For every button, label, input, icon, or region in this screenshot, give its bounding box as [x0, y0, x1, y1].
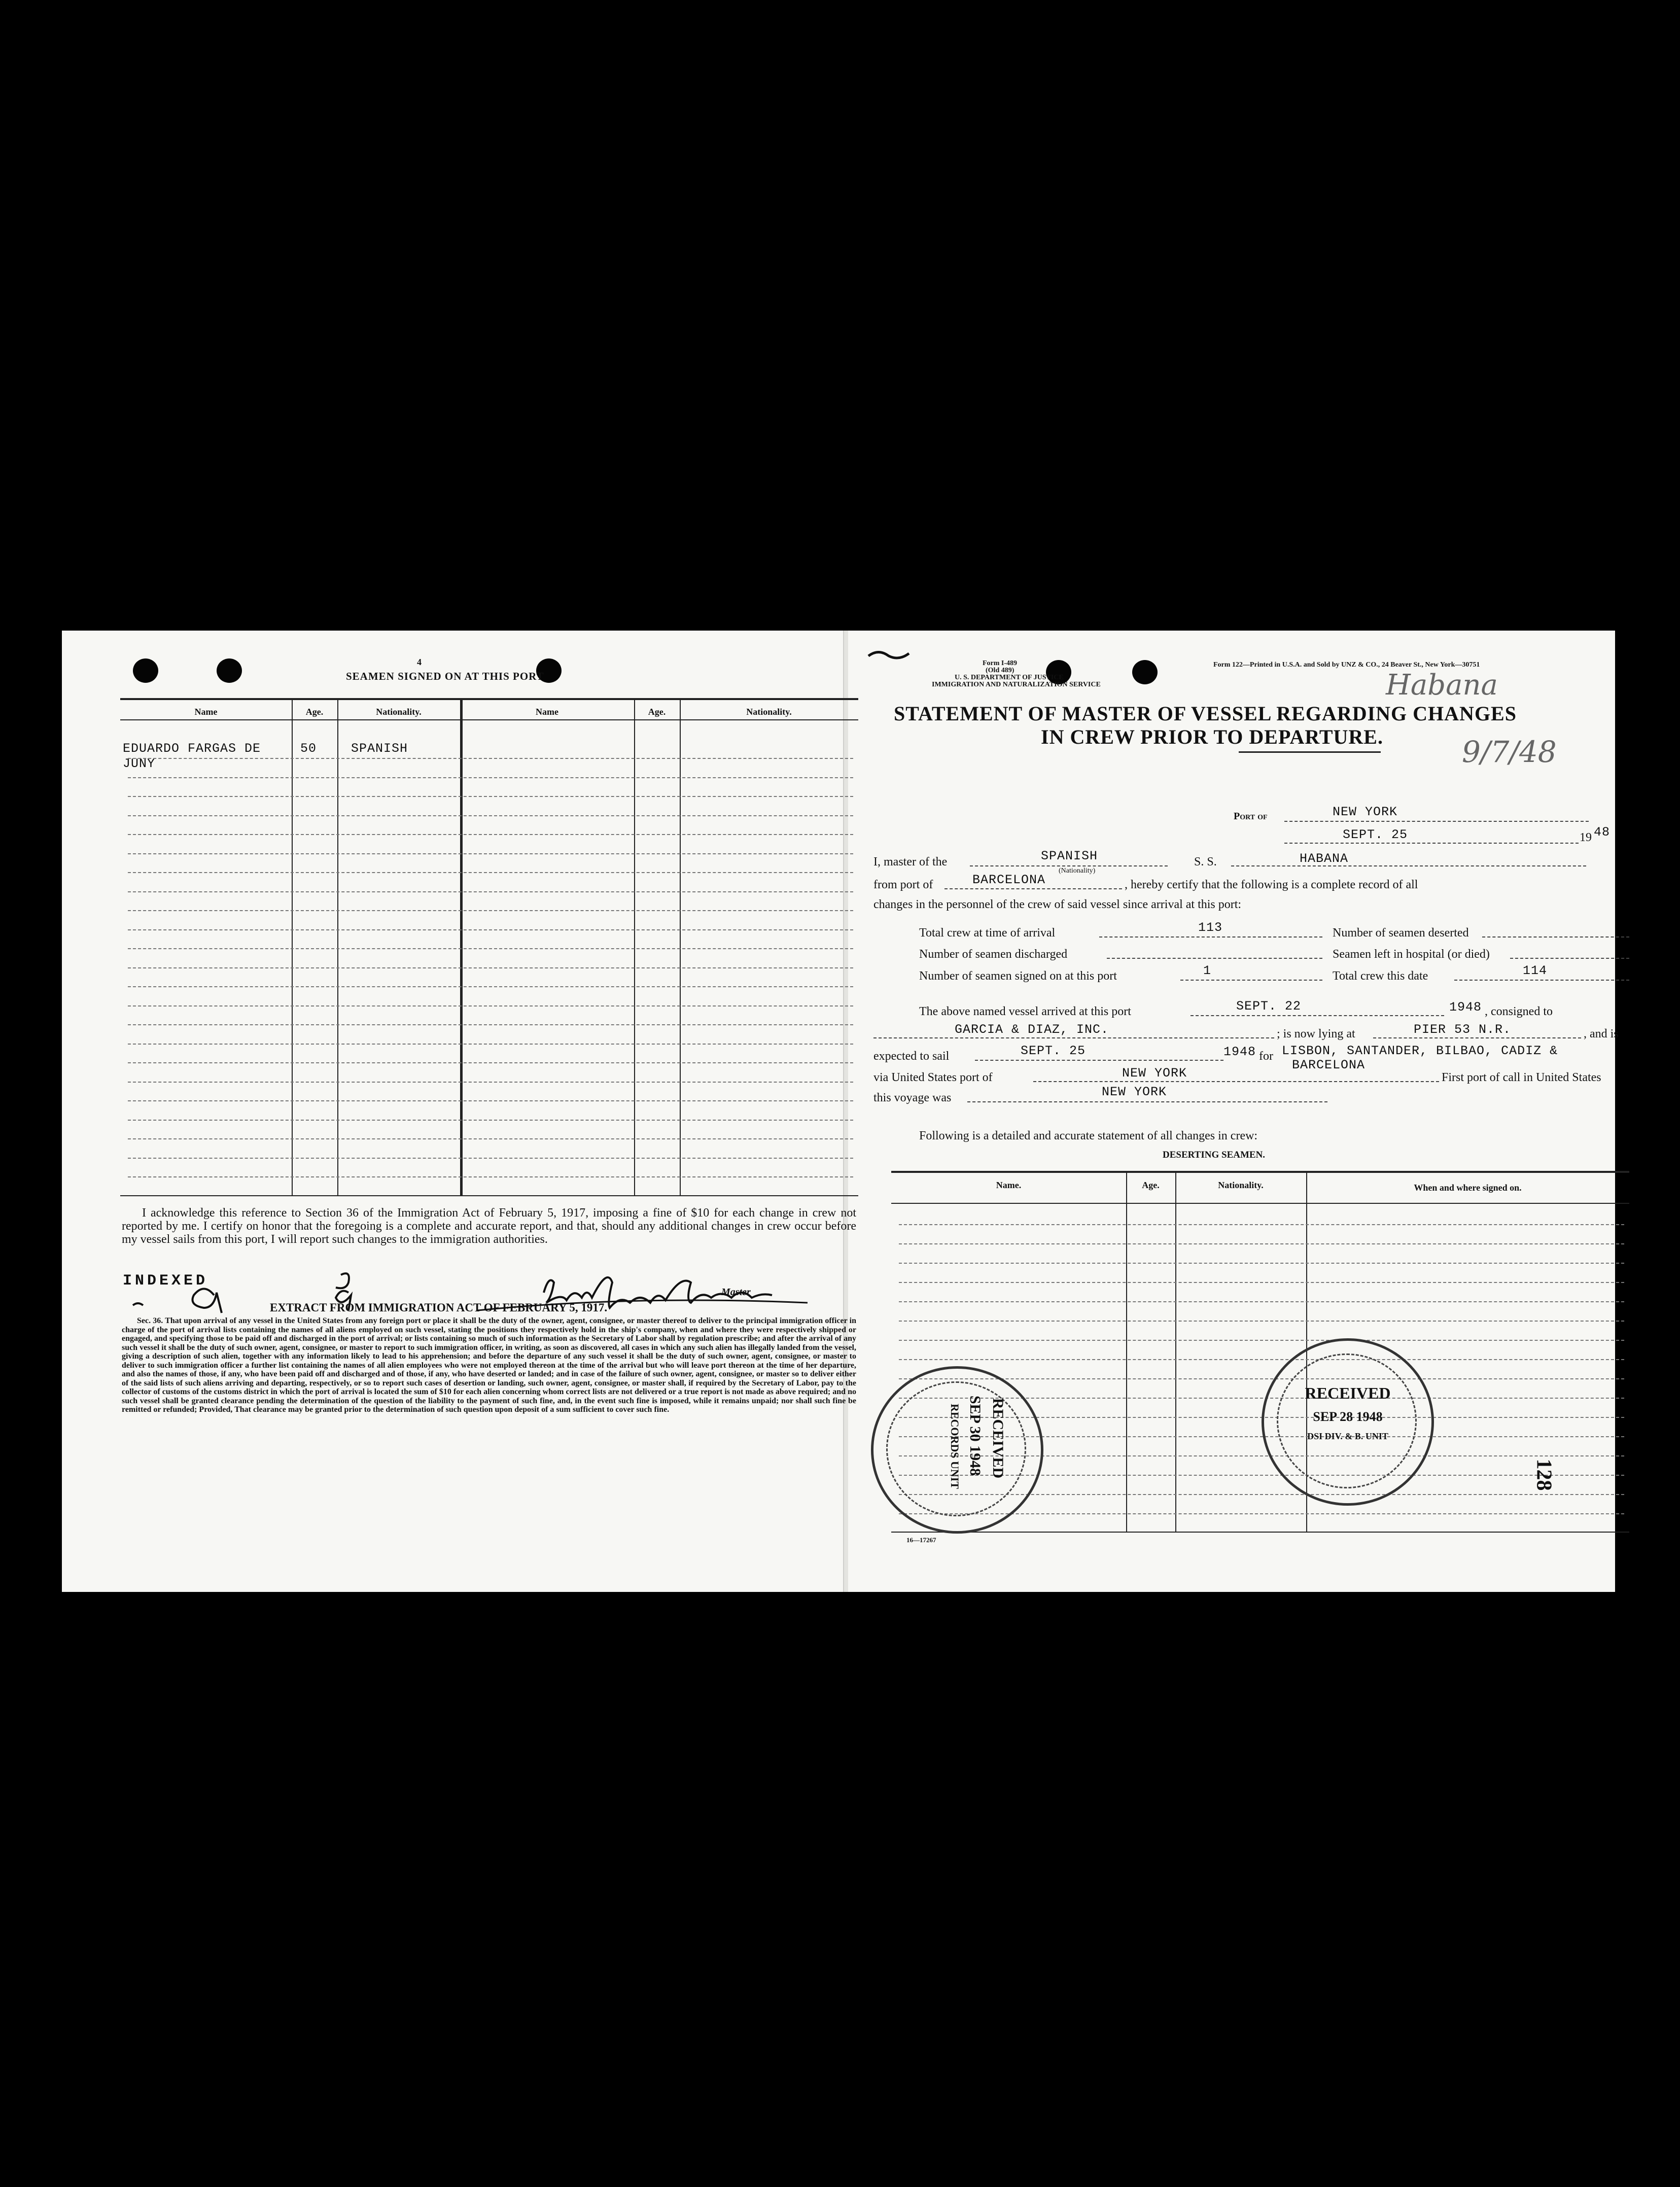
year-prefix: 19 [1580, 831, 1592, 844]
via-value: NEW YORK [1122, 1066, 1187, 1081]
signed-on-label: Number of seamen signed on at this port [919, 969, 1117, 983]
nationality-value: SPANISH [1041, 849, 1098, 863]
handwritten-ship-name: Habana [1386, 669, 1498, 702]
stamp-received-left: RECEIVED [990, 1398, 1006, 1479]
page-number: 4 [417, 657, 422, 667]
arrived-value: SEPT. 22 [1236, 999, 1302, 1014]
row-rule [899, 1340, 1624, 1341]
row-rule [128, 834, 853, 835]
punch-hole [217, 658, 242, 683]
sail-year: 1948 [1223, 1045, 1256, 1059]
received-stamp-right [1262, 1338, 1434, 1506]
form-old: (Old 489) [986, 667, 1014, 674]
row-rule [128, 1024, 853, 1025]
service: IMMIGRATION AND NATURALIZATION SERVICE [932, 681, 1101, 688]
from-port-value: BARCELONA [972, 873, 1046, 887]
stamp-received-right: RECEIVED [1305, 1384, 1391, 1402]
form-title-line2: IN CREW PRIOR TO DEPARTURE. [1041, 725, 1383, 748]
printer-note: Form 122—Printed in U.S.A. and Sold by UNZ & CO., 24 Beaver St., New York—30751 [1213, 661, 1480, 669]
following-text: Following is a detailed and accurate statement of all changes in crew: [919, 1129, 1258, 1142]
destinations-value: LISBON, SANTANDER, BILBAO, CADIZ & [1282, 1044, 1558, 1058]
consignee-value: GARCIA & DIAZ, INC. [955, 1022, 1109, 1037]
row-rule [128, 1062, 853, 1063]
arrived-label: The above named vessel arrived at this port [919, 1005, 1131, 1018]
row-rule [128, 1100, 853, 1101]
first-port-label: First port of call in United States [1442, 1071, 1601, 1084]
row-rule [128, 1044, 853, 1045]
voyage-value: NEW YORK [1102, 1085, 1167, 1099]
port-of-label: Port of [1234, 811, 1268, 822]
seaman-age: 50 [300, 741, 317, 756]
row-rule [128, 967, 853, 968]
deserted-label: Number of seamen deserted [1333, 926, 1469, 940]
row-rule [128, 910, 853, 911]
col-nationality-header-2: Nationality. [746, 707, 792, 717]
row-rule [128, 948, 853, 949]
row-rule [899, 1243, 1624, 1244]
torn-corner-mark [866, 648, 912, 664]
form-id: Form I-489 [983, 659, 1018, 667]
col-age-header-2: Age. [648, 707, 666, 717]
row-rule [128, 796, 853, 797]
and-is-label: , and is [1584, 1027, 1619, 1040]
consigned-label: , consigned to [1485, 1005, 1553, 1018]
row-rule [128, 815, 853, 816]
right-col-when-where-header: When and where signed on. [1414, 1183, 1522, 1193]
row-rule [899, 1359, 1624, 1360]
row-rule [128, 1138, 853, 1139]
row-rule [128, 1005, 853, 1006]
arrived-year: 1948 [1449, 1000, 1482, 1015]
form-header [932, 660, 1101, 688]
row-rule [128, 777, 853, 778]
total-date-label: Total crew this date [1333, 969, 1428, 983]
indexed-stamp: INDEXED [123, 1272, 208, 1290]
total-arrival-label: Total crew at time of arrival [919, 926, 1056, 940]
page-mark: 128 [1532, 1459, 1556, 1491]
certify-text: , hereby certify that the following is a complete record of all [1125, 878, 1418, 891]
row-rule [899, 1224, 1624, 1225]
master-of-label: I, master of the [873, 855, 948, 869]
page-fold [843, 631, 848, 1592]
row-rule [128, 758, 853, 759]
voyage-label: this voyage was [873, 1091, 952, 1104]
stamp-date-left: SEP 30 1948 [967, 1395, 984, 1476]
row-rule [128, 1176, 853, 1177]
date-value: SEPT. 25 [1343, 827, 1408, 842]
row-rule [899, 1378, 1624, 1379]
expected-label: expected to sail [873, 1050, 950, 1063]
row-rule [128, 1158, 853, 1159]
punch-hole [133, 658, 158, 683]
seaman-nationality: SPANISH [351, 741, 408, 756]
row-rule [899, 1282, 1624, 1283]
col-nationality-header: Nationality. [376, 707, 422, 717]
row-rule [128, 1120, 853, 1121]
handwritten-date: 9/7/48 [1462, 735, 1557, 769]
extract-title: EXTRACT FROM IMMIGRATION ACT OF FEBRUARY 5, 1917. [270, 1301, 608, 1314]
total-arrival-value: 113 [1198, 920, 1223, 935]
received-stamp-left [871, 1366, 1043, 1534]
row-rule [899, 1321, 1624, 1322]
row-rule [128, 986, 853, 987]
discharged-label: Number of seamen discharged [919, 948, 1068, 961]
row-rule [899, 1301, 1624, 1302]
col-name-header: Name [194, 707, 218, 717]
row-rule [128, 891, 853, 892]
destinations-value-2: BARCELONA [1292, 1058, 1366, 1072]
stamp-unit-right: DSI DIV. & B. UNIT [1307, 1431, 1388, 1441]
row-rule [899, 1263, 1624, 1264]
seaman-name: EDUARDO FARGAS DE JUNY [123, 741, 261, 771]
col-age-header: Age. [305, 707, 324, 717]
nationality-caption: (Nationality) [1059, 867, 1096, 875]
hospital-label: Seamen left in hospital (or died) [1333, 948, 1490, 961]
year-value: 48 [1594, 825, 1611, 840]
document-sheet [62, 631, 1619, 1592]
form-title-line1: STATEMENT OF MASTER OF VESSEL REGARDING CHANGES [894, 702, 1517, 725]
col-name-header-2: Name [536, 707, 558, 717]
signed-on-value: 1 [1203, 963, 1212, 978]
seamen-signed-on-heading: SEAMEN SIGNED ON AT THIS PORT [346, 670, 544, 682]
row-rule [128, 1082, 853, 1083]
punch-hole [1132, 660, 1158, 684]
row-rule [128, 929, 853, 930]
deserting-seamen-heading: DESERTING SEAMEN. [1163, 1150, 1266, 1160]
via-label: via United States port of [873, 1071, 993, 1084]
row-rule [128, 872, 853, 873]
ss-label: S. S. [1194, 855, 1217, 869]
lying-at-label: ; is now lying at [1277, 1027, 1355, 1040]
changes-text: changes in the personnel of the crew of said vessel since arrival at this port: [873, 898, 1242, 911]
right-col-nationality-header: Nationality. [1218, 1180, 1264, 1190]
master-label: Master [721, 1287, 751, 1298]
row-rule [128, 853, 853, 854]
total-date-value: 114 [1523, 963, 1548, 978]
vessel-value: HABANA [1300, 851, 1349, 866]
pier-value: PIER 53 N.R. [1414, 1022, 1512, 1037]
section-36-text: Sec. 36. That upon arrival of any vessel in the United States from any foreign port or place it shall be the duty of the owner, agent, consignee, or master thereof to deliver to the principal immigration officer in charge of the port of arrival lists containing the names of all aliens employed on such vessel, stating the positions they respectively hold in the ship's company, when and where they were respectively shipped or engaged, and specifying those to be paid off and discharged in the port of arrival; or lists containing so much of such information as the Secretary of Labor shall by regulation prescribe; and after the arrival of any such vessel it shall be the duty of such owner, agent, consignee, or master to report to such immigration officer, in writing, as soon as discovered, all cases in which any such alien has illegally landed from the vessel, giving a description of such alien, together with any information likely to lead to his apprehension; and before the departure of any such vessel it shall be the duty of such owner, agent, consignee, or master to deliver to such immigration officer a further list containing the names of all alien employees who were not employed thereon at the time of the arrival but who will leave port thereon at the time of her departure, and also the names of those, if any, who have been paid off and discharged and of those, if any, who have deserted or landed; and in case of the failure of such owner, agent, consignee, or master so to deliver either of the said lists of such aliens arriving and departing, respectively, or so to report such cases of desertion or landing, such owner, agent, consignee, or master shall, if required by the Secretary of Labor, pay to the collector of customs of the customs district in which the port of arrival is located the sum of $10 for each alien concerning whom correct lists are not delivered or a true report is not made as above required; and no such vessel shall be granted clearance pending the determination of the question of the liability to the payment of such fine, and, in the event such fine is imposed, while it remains unpaid; nor shall such fine be remitted or refunded; Provided, That clearance may be granted prior to the determination of such question upon deposit of a sum sufficient to cover such fine. [122, 1316, 857, 1414]
footer-code: 16—17267 [906, 1536, 936, 1544]
right-col-age-header: Age. [1142, 1180, 1160, 1190]
department: U. S. DEPARTMENT OF JUSTICE [955, 674, 1064, 681]
stamp-records-unit: RECORDS UNIT [949, 1403, 961, 1489]
port-value: NEW YORK [1333, 805, 1398, 819]
from-port-label: from port of [873, 878, 933, 891]
right-col-name-header: Name. [996, 1180, 1022, 1190]
sail-value: SEPT. 25 [1021, 1044, 1086, 1058]
stamp-date-right: SEP 28 1948 [1313, 1409, 1383, 1424]
acknowledgement-text: I acknowledge this reference to Section 36 of the Immigration Act of February 5, 1917, imposing a fine of $10 for each change in crew not reported by me. I certify on honor that the foregoing is a complete and accurate report, and that, should any additional changes in crew occur before my vessel sails from this port, I will report such changes to the immigration authorities. [122, 1206, 856, 1246]
for-label: for [1259, 1050, 1273, 1063]
